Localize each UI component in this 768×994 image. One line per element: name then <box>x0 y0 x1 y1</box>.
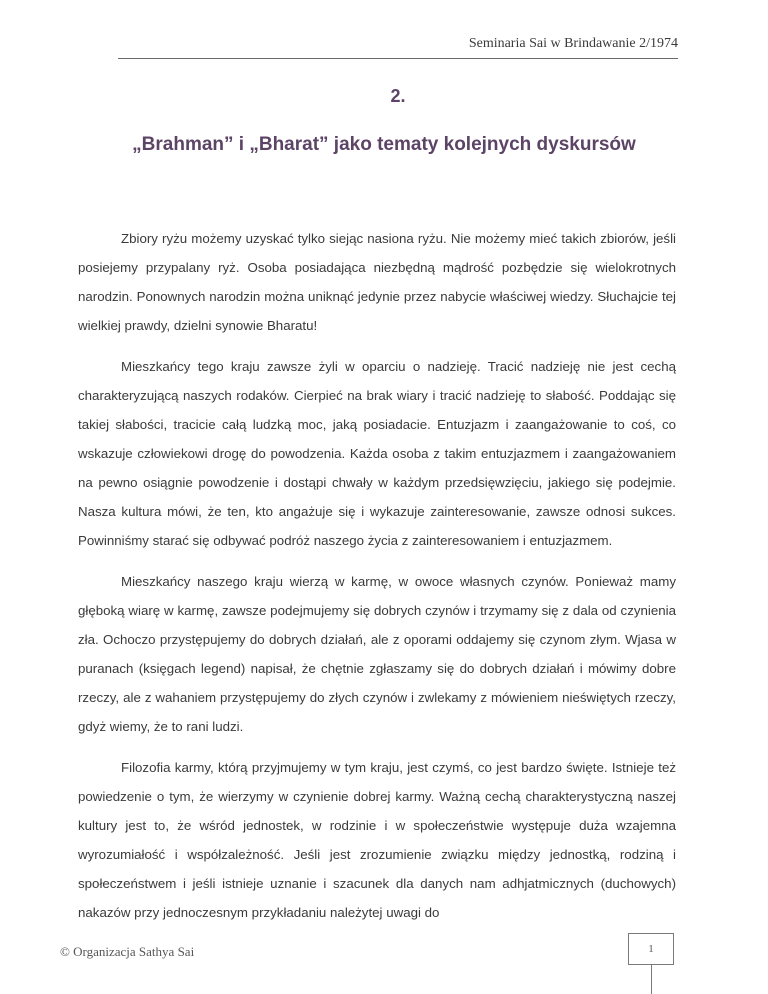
chapter-number: 2. <box>390 86 406 106</box>
page-number: 1 <box>648 943 654 955</box>
footer-copyright: © Organizacja Sathya Sai <box>60 944 195 959</box>
header-divider <box>118 58 678 59</box>
running-header: Seminaria Sai w Brindawanie 2/1974 <box>468 36 678 51</box>
body-text <box>78 224 676 939</box>
paragraph: Mieszkańcy naszego kraju wierzą w karmę, w owoce własnych czynów. Ponieważ mamy głęboką wiarę w karmę, zawsze podejmujemy się dobrych czynów i trzymamy się z dala od czynienia zła. Ochoczo przystępujemy do dobrych działań, ale z oporami oddajemy się czynom złym. Wjasa w puranach (księgach legend) napisał, że chętnie zgłaszamy się do dobrych działań i mówimy dobre rzeczy, ale z wahaniem przystępujemy do złych czynów i zwlekamy z mówieniem nieświętych rzeczy, gdyż wiemy, że to rani ludzi. <box>78 574 676 734</box>
page-number-box <box>628 933 674 965</box>
paragraph: Zbiory ryżu możemy uzyskać tylko siejąc nasiona ryżu. Nie możemy mieć takich zbiorów, jeśli posiejemy przypalany ryż. Osoba posiadająca niezbędną mądrość pozbędzie się wielokrotnych narodzin. Ponownych narodzin można uniknąć jedynie przez nabycie właściwej wiedzy. Słuchajcie tej wielkiej prawdy, dzielni synowie Bharatu! <box>78 231 676 333</box>
page-number-tick <box>651 965 652 994</box>
paragraph: Filozofia karmy, którą przyjmujemy w tym kraju, jest czymś, co jest bardzo święte. Istnieje też powiedzenie o tym, że wierzymy w czynienie dobrej karmy. Ważną cechą charakterystyczną naszej kultury jest to, że wśród jednostek, w rodzinie i w społeczeństwie występuje duża wzajemna wyrozumiałość i współzależność. Jeśli jest zrozumienie związku między jednostką, rodziną i społeczeństwem i jeśli istnieje uznanie i szacunek dla danych nam adhjatmicznych (duchowych) nakazów przy jednoczesnym przykładaniu należytej uwagi do <box>78 760 676 920</box>
paragraph: Mieszkańcy tego kraju zawsze żyli w oparciu o nadzieję. Tracić nadzieję nie jest cechą charakteryzującą naszych rodaków. Cierpieć na brak wiary i tracić nadzieję to słabość. Poddając się takiej słabości, tracicie całą ludzką moc, jaką posiadacie. Entuzjazm i zaangażowanie to coś, co wskazuje człowiekowi drogę do powodzenia. Każda osoba z takim entuzjazmem i zaangażowaniem na pewno osiągnie powodzenie i dostąpi chwały w każdym przedsięwzięciu, jakiego się podejmie. Nasza kultura mówi, że ten, kto angażuje się i wykazuje zainteresowanie, zawsze odnosi sukces. Powinniśmy starać się odbywać podróż naszego życia z zainteresowaniem i entuzjazmem. <box>78 359 676 548</box>
chapter-title: „Brahman” i „Bharat” jako tematy kolejnych dyskursów <box>132 134 636 155</box>
